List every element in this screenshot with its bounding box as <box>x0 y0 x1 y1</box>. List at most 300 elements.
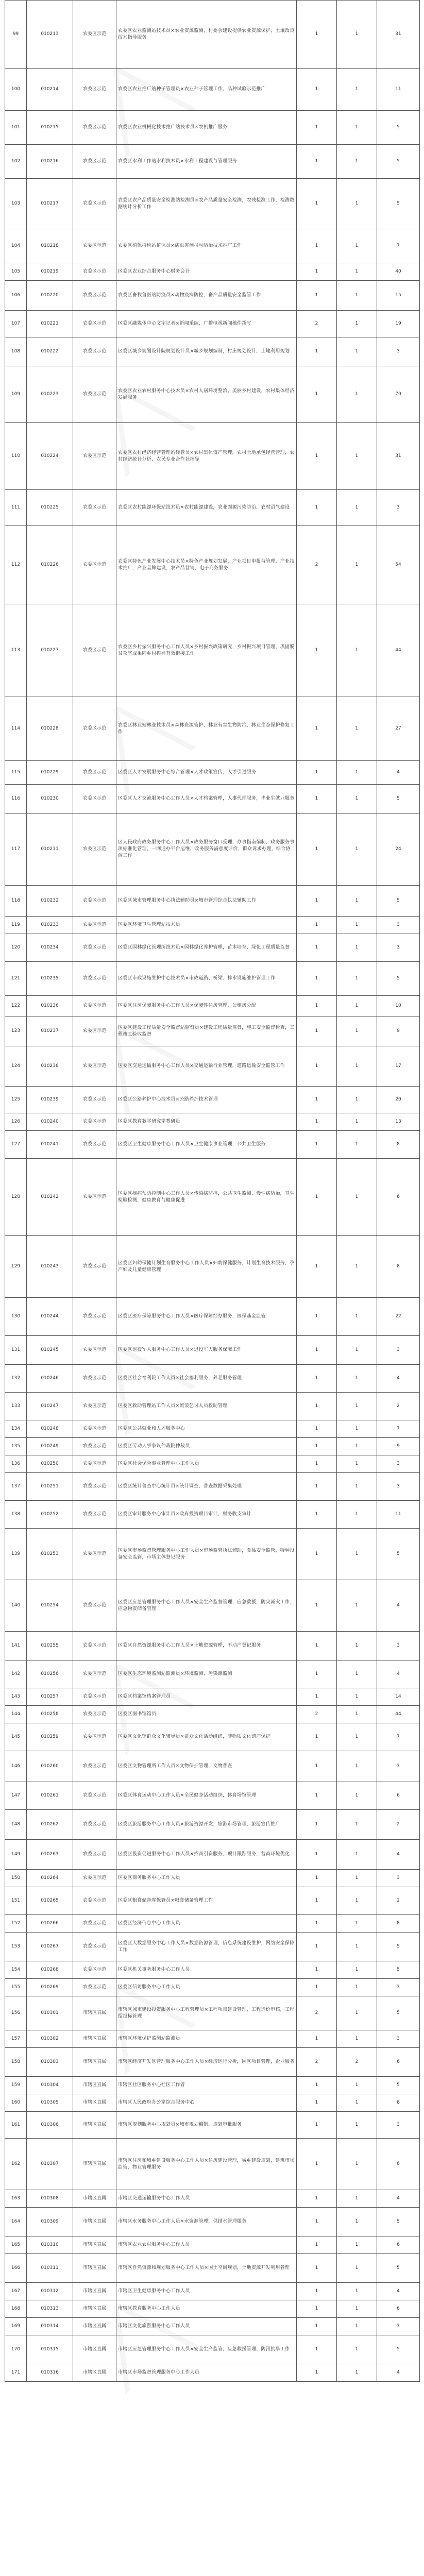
quota-count: 1 <box>297 1438 337 1455</box>
table-row <box>5 2048 420 2077</box>
department-name: 农委区示范 <box>73 1455 116 1473</box>
post-description: 农委区植保植检站植保员×病虫害测报与防治技术推广工作 <box>116 229 297 263</box>
table-row <box>5 1933 420 1961</box>
post-description: 区委区粮食储备库保管员×粮食储备管理工作 <box>116 1887 297 1915</box>
table-row <box>5 1236 420 1298</box>
department-name: 农委区示范 <box>73 263 116 281</box>
post-description: 市辖区卫生健康服务中心工作人员 <box>116 2283 297 2300</box>
quota-count: 1 <box>297 2077 337 2094</box>
post-code: 010235 <box>27 962 73 996</box>
table-row <box>5 1840 420 1870</box>
row-number: 156 <box>5 1996 27 2030</box>
row-number: 114 <box>5 697 27 761</box>
post-code: 010214 <box>27 69 73 111</box>
ratio-count: 1 <box>337 2139 377 2190</box>
department-name: 市辖区直属 <box>73 2254 116 2283</box>
ratio-count: 1 <box>337 1688 377 1706</box>
post-description: 区委区妇幼保健计划生育服务中心工作人员×妇幼保健服务，计划生育技术服务，孕产妇及儿童健康管理 <box>116 1236 297 1298</box>
post-code: 010254 <box>27 1580 73 1632</box>
post-description: 区委区自然资源服务中心工作人员×土地资源管理，不动产登记服务 <box>116 1632 297 1660</box>
applicant-count: 9 <box>377 1016 420 1046</box>
post-description: 区委区教育教学研究室教研员 <box>116 1113 297 1131</box>
row-number: 109 <box>5 366 27 423</box>
department-name: 农委区示范 <box>73 1529 116 1580</box>
post-description: 区委区农业综合服务中心财务会计 <box>116 263 297 281</box>
row-number: 170 <box>5 2335 27 2364</box>
quota-count: 1 <box>297 366 337 423</box>
post-code: 010256 <box>27 1660 73 1688</box>
applicant-count: 31 <box>377 1 420 69</box>
quota-count: 1 <box>297 1131 337 1159</box>
post-description: 农委区林业站林业技术员×森林资源管护，林业有害生物防治，林业生态保护修复工作 <box>116 697 297 761</box>
quota-count: 1 <box>297 1473 337 1501</box>
post-code: 010265 <box>27 1887 73 1915</box>
applicant-count: 44 <box>377 1706 420 1723</box>
ratio-count: 1 <box>337 2077 377 2094</box>
row-number: 101 <box>5 111 27 145</box>
row-number: 113 <box>5 604 27 697</box>
applicant-count: 44 <box>377 604 420 697</box>
ratio-count: 1 <box>337 934 377 962</box>
department-name: 农委区示范 <box>73 934 116 962</box>
post-description: 农委区农业监测站技术员×农业资源监测，村委会建设提供农业资源保护，土壤改良技术指导服务 <box>116 1 297 69</box>
post-description: 区委区融媒体中心文字记者×新闻采编，广播电视新闻稿件撰写 <box>116 311 297 337</box>
ratio-count: 2 <box>337 2048 377 2077</box>
applicant-count: 70 <box>377 366 420 423</box>
post-description: 区委区机关事务服务中心工作人员 <box>116 1961 297 1979</box>
row-number: 163 <box>5 2190 27 2208</box>
department-name: 农委区示范 <box>73 785 116 814</box>
ratio-count: 1 <box>337 423 377 490</box>
ratio-count: 1 <box>337 2318 377 2335</box>
row-number: 165 <box>5 2236 27 2254</box>
ratio-count: 1 <box>337 1113 377 1131</box>
applicant-count: 5 <box>377 1961 420 1979</box>
row-number: 122 <box>5 996 27 1016</box>
ratio-count: 1 <box>337 1996 377 2030</box>
ratio-count: 1 <box>337 1782 377 1810</box>
table-row <box>5 2030 420 2048</box>
table-row <box>5 1706 420 1723</box>
row-number: 153 <box>5 1933 27 1961</box>
ratio-count: 1 <box>337 111 377 145</box>
post-description: 市辖区人民政府办公室综合服务中心 <box>116 2094 297 2112</box>
row-number: 127 <box>5 1131 27 1159</box>
ratio-count: 1 <box>337 1723 377 1751</box>
post-code: 010225 <box>27 490 73 526</box>
applicant-count: 4 <box>377 2190 420 2208</box>
applicant-count: 3 <box>377 1336 420 1365</box>
quota-count: 2 <box>297 526 337 604</box>
post-description: 区委区人才交流服务中心工作人员×人才档案管理，人事代理服务，毕业生就业服务 <box>116 785 297 814</box>
quota-count: 1 <box>297 2208 337 2236</box>
quota-count: 1 <box>297 1782 337 1810</box>
post-description: 区委区园林绿化管理所技术员×园林绿化养护管理，苗木培育，绿化工程质量监督 <box>116 934 297 962</box>
post-code: 010246 <box>27 1365 73 1393</box>
quota-count: 2 <box>297 1996 337 2030</box>
quota-count: 1 <box>297 2300 337 2318</box>
department-name: 农委区示范 <box>73 697 116 761</box>
post-code: 010220 <box>27 281 73 311</box>
row-number: 144 <box>5 1706 27 1723</box>
department-name: 农委区示范 <box>73 1688 116 1706</box>
row-number: 99 <box>5 1 27 69</box>
department-name: 市辖区直属 <box>73 2139 116 2190</box>
applicant-count: 6 <box>377 1782 420 1810</box>
post-description: 市辖区交通运输服务中心工作人员 <box>116 2190 297 2208</box>
post-description: 区委区社会保险事业管理中心工作人员 <box>116 1455 297 1473</box>
table-row <box>5 761 420 785</box>
row-number: 166 <box>5 2254 27 2283</box>
applicant-count: 7 <box>377 1420 420 1438</box>
applicant-count: 54 <box>377 526 420 604</box>
post-description: 区委区图书馆馆员 <box>116 1706 297 1723</box>
post-code: 010238 <box>27 1046 73 1087</box>
department-name: 农委区示范 <box>73 1840 116 1870</box>
post-description: 农委区农村能源环保站技术员×农村能源建设，农业面源污染防治，农村沼气建设 <box>116 490 297 526</box>
post-code: 010230 <box>27 785 73 814</box>
quota-count: 1 <box>297 337 337 366</box>
department-name: 农委区示范 <box>73 1979 116 1996</box>
applicant-count: 3 <box>377 337 420 366</box>
table-row <box>5 1580 420 1632</box>
row-number: 129 <box>5 1236 27 1298</box>
table-row <box>5 1 420 69</box>
post-code: 010301 <box>27 1996 73 2030</box>
department-name: 农委区示范 <box>73 1298 116 1336</box>
department-name: 农委区示范 <box>73 1 116 69</box>
department-name: 农委区示范 <box>73 179 116 229</box>
applicant-count: 3 <box>377 1751 420 1782</box>
table-row <box>5 337 420 366</box>
quota-count: 1 <box>297 229 337 263</box>
department-name: 市辖区直属 <box>73 2318 116 2335</box>
row-number: 124 <box>5 1046 27 1087</box>
table-row <box>5 1632 420 1660</box>
row-number: 146 <box>5 1751 27 1782</box>
row-number: 121 <box>5 962 27 996</box>
quota-count: 1 <box>297 2335 337 2364</box>
applicant-count: 7 <box>377 229 420 263</box>
post-code: 010224 <box>27 423 73 490</box>
post-code: 010236 <box>27 996 73 1016</box>
table-row <box>5 1420 420 1438</box>
applicant-count: 3 <box>377 1870 420 1887</box>
quota-count: 1 <box>297 69 337 111</box>
ratio-count: 1 <box>337 229 377 263</box>
ratio-count: 1 <box>337 785 377 814</box>
post-code: 010222 <box>27 337 73 366</box>
department-name: 农委区示范 <box>73 366 116 423</box>
department-name: 市辖区直属 <box>73 2112 116 2139</box>
table-row <box>5 785 420 814</box>
applicant-count: 2 <box>377 1393 420 1420</box>
post-code: 010307 <box>27 2139 73 2190</box>
applicant-count: 14 <box>377 1688 420 1706</box>
quota-count: 1 <box>297 2190 337 2208</box>
department-name: 农委区示范 <box>73 1016 116 1046</box>
ratio-count: 1 <box>337 1933 377 1961</box>
table-row <box>5 366 420 423</box>
post-description: 市辖区规划服务中心规划员×城市规划编制，规划审批服务 <box>116 2112 297 2139</box>
post-description: 区委区市场监督管理服务中心工作人员×市场监管执法辅助，食品安全监管，特种设备安全监管，市场主体登记服务 <box>116 1529 297 1580</box>
department-name: 市辖区直属 <box>73 2077 116 2094</box>
row-number: 141 <box>5 1632 27 1660</box>
applicant-count: 4 <box>377 761 420 785</box>
applicant-count: 2 <box>377 1810 420 1840</box>
applicant-count: 13 <box>377 1113 420 1131</box>
row-number: 145 <box>5 1723 27 1751</box>
ratio-count: 1 <box>337 2190 377 2208</box>
quota-count: 1 <box>297 1365 337 1393</box>
post-description: 区委区大数据服务中心工作人员×数据资源管理，信息系统建设维护，网络安全保障工作 <box>116 1933 297 1961</box>
post-code: 010262 <box>27 1810 73 1840</box>
table-row <box>5 1393 420 1420</box>
post-code: 010310 <box>27 2236 73 2254</box>
post-description: 区委区商务服务中心工作人员 <box>116 1870 297 1887</box>
quota-count: 1 <box>297 1933 337 1961</box>
department-name: 农委区示范 <box>73 604 116 697</box>
table-row <box>5 1501 420 1529</box>
ratio-count: 1 <box>337 1159 377 1236</box>
quota-count: 1 <box>297 2236 337 2254</box>
quota-count: 1 <box>297 423 337 490</box>
post-description: 区委区文化馆群众文化辅导员×群众文化活动组织，非物质文化遗产保护 <box>116 1723 297 1751</box>
row-number: 110 <box>5 423 27 490</box>
post-description: 农委区农业推广站种子管理员×农业种子管理工作，品种试验示范推广 <box>116 69 297 111</box>
table-row <box>5 1473 420 1501</box>
post-description: 农委区农村经济经营管理站经管员×农村集体资产管理，农村土地承包经营管理，农村经济统计分析，农民专业合作社指导 <box>116 423 297 490</box>
post-code: 010243 <box>27 1236 73 1298</box>
applicant-count: 4 <box>377 1580 420 1632</box>
applicant-count: 4 <box>377 1660 420 1688</box>
table-body <box>5 1 420 2382</box>
table-row <box>5 1915 420 1933</box>
row-number: 116 <box>5 785 27 814</box>
quota-count: 1 <box>297 1915 337 1933</box>
table-row <box>5 1751 420 1782</box>
row-number: 152 <box>5 1915 27 1933</box>
department-name: 农委区示范 <box>73 1131 116 1159</box>
table-row <box>5 2236 420 2254</box>
quota-count: 1 <box>297 2139 337 2190</box>
post-code: 010305 <box>27 2094 73 2112</box>
department-name: 农委区示范 <box>73 1336 116 1365</box>
department-name: 农委区示范 <box>73 1473 116 1501</box>
applicant-count: 3 <box>377 934 420 962</box>
ratio-count: 1 <box>337 1529 377 1580</box>
table-row <box>5 423 420 490</box>
row-number: 148 <box>5 1810 27 1840</box>
applicant-count: 5 <box>377 145 420 179</box>
post-description: 区委区住房保障服务中心工作人员×保障性住房管理，公租房分配 <box>116 996 297 1016</box>
ratio-count: 1 <box>337 1336 377 1365</box>
row-number: 132 <box>5 1365 27 1393</box>
table-row <box>5 2300 420 2318</box>
recruitment-table <box>5 0 420 2382</box>
quota-count: 1 <box>297 1 337 69</box>
department-name: 农委区示范 <box>73 1087 116 1113</box>
ratio-count: 1 <box>337 1298 377 1336</box>
row-number: 104 <box>5 229 27 263</box>
table-row <box>5 2318 420 2335</box>
post-code: 010259 <box>27 1723 73 1751</box>
applicant-count: 3 <box>377 2112 420 2139</box>
ratio-count: 1 <box>337 886 377 917</box>
post-code: 010248 <box>27 1420 73 1438</box>
applicant-count: 8 <box>377 2094 420 2112</box>
table-row <box>5 1688 420 1706</box>
department-name: 农委区示范 <box>73 996 116 1016</box>
applicant-count: 3 <box>377 2318 420 2335</box>
post-code: 010231 <box>27 814 73 886</box>
ratio-count: 1 <box>337 337 377 366</box>
ratio-count: 1 <box>337 1365 377 1393</box>
post-code: 010312 <box>27 2283 73 2300</box>
row-number: 157 <box>5 2030 27 2048</box>
ratio-count: 1 <box>337 490 377 526</box>
row-number: 107 <box>5 311 27 337</box>
quota-count: 1 <box>297 179 337 229</box>
quota-count: 1 <box>297 2112 337 2139</box>
ratio-count: 1 <box>337 917 377 934</box>
department-name: 农委区示范 <box>73 917 116 934</box>
row-number: 118 <box>5 886 27 917</box>
department-name: 农委区示范 <box>73 1915 116 1933</box>
department-name: 农委区示范 <box>73 423 116 490</box>
quota-count: 2 <box>297 311 337 337</box>
quota-count: 1 <box>297 886 337 917</box>
applicant-count: 4 <box>377 2283 420 2300</box>
quota-count: 1 <box>297 1420 337 1438</box>
post-code: 010308 <box>27 2190 73 2208</box>
department-name: 市辖区直属 <box>73 2190 116 2208</box>
quota-count: 1 <box>297 962 337 996</box>
table-row <box>5 2077 420 2094</box>
table-row <box>5 2094 420 2112</box>
applicant-count: 5 <box>377 886 420 917</box>
post-description: 农委区农产品质量安全检测站检测员×农产品质量安全检测，农残检测工作，检测数据统计分析工作 <box>116 179 297 229</box>
post-code: 010255 <box>27 1632 73 1660</box>
post-description: 市辖区市场监督管理服务中心工作人员 <box>116 2364 297 2382</box>
quota-count: 1 <box>297 1393 337 1420</box>
applicant-count: 5 <box>377 1996 420 2030</box>
post-description: 区委区环境卫生管理站技术员 <box>116 917 297 934</box>
row-number: 150 <box>5 1870 27 1887</box>
post-description: 市辖区城市建设投资服务中心工程管理员×工程项目建设管理，工程造价审核，工程招投标管理 <box>116 1996 297 2030</box>
post-code: 010216 <box>27 145 73 179</box>
quota-count: 1 <box>297 1046 337 1087</box>
ratio-count: 1 <box>337 697 377 761</box>
ratio-count: 1 <box>337 1420 377 1438</box>
post-description: 区委区应急管理服务中心工作人员×安全生产监督管理，应急救援，防灾减灾工作，应急物资储备管理 <box>116 1580 297 1632</box>
department-name: 市辖区直属 <box>73 2335 116 2364</box>
department-name: 农委区示范 <box>73 1365 116 1393</box>
department-name: 市辖区直属 <box>73 2030 116 2048</box>
row-number: 123 <box>5 1016 27 1046</box>
applicant-count: 5 <box>377 2254 420 2283</box>
post-code: 010213 <box>27 1 73 69</box>
row-number: 139 <box>5 1529 27 1580</box>
row-number: 126 <box>5 1113 27 1131</box>
post-description: 农委区乡村振兴服务中心工作人员×乡村振兴政策研究，乡村振兴项目管理，巩固脱贫攻坚成果同乡村振兴有效衔接工作 <box>116 604 297 697</box>
quota-count: 1 <box>297 1870 337 1887</box>
post-code: 010233 <box>27 917 73 934</box>
ratio-count: 1 <box>337 2236 377 2254</box>
row-number: 119 <box>5 917 27 934</box>
table-row <box>5 263 420 281</box>
quota-count: 1 <box>297 1501 337 1529</box>
row-number: 169 <box>5 2318 27 2335</box>
row-number: 161 <box>5 2112 27 2139</box>
row-number: 158 <box>5 2048 27 2077</box>
applicant-count: 4 <box>377 1840 420 1870</box>
row-number: 137 <box>5 1473 27 1501</box>
post-description: 区人民政府政务服务中心工作人员×政务服务窗口受理，办事指南编制，政务服务事项标准化管理，一网通办平台运维，政务服务满意度评价，群众诉求办理，综合协调工作 <box>116 814 297 886</box>
department-name: 农委区示范 <box>73 886 116 917</box>
quota-count: 1 <box>297 145 337 179</box>
ratio-count: 1 <box>337 1706 377 1723</box>
department-name: 市辖区直属 <box>73 2048 116 2077</box>
post-description: 农委区农业农村服务中心技术员×农村人居环境整治、美丽乡村建设，农村集体经济发展服务 <box>116 366 297 423</box>
table-row <box>5 179 420 229</box>
ratio-count: 1 <box>337 1 377 69</box>
ratio-count: 1 <box>337 311 377 337</box>
post-code: 010268 <box>27 1961 73 1979</box>
table-row <box>5 1723 420 1751</box>
department-name: 农委区示范 <box>73 145 116 179</box>
table-row <box>5 1961 420 1979</box>
applicant-count: 6 <box>377 1159 420 1236</box>
row-number: 136 <box>5 1455 27 1473</box>
row-number: 162 <box>5 2139 27 2190</box>
quota-count: 1 <box>297 1979 337 1996</box>
post-description: 区委区退役军人服务中心工作人员×退役军人服务保障工作 <box>116 1336 297 1365</box>
quota-count: 1 <box>297 1336 337 1365</box>
post-description: 区委区救助管理站工作人员×流浪乞讨人员救助管理 <box>116 1393 297 1420</box>
ratio-count: 1 <box>337 1455 377 1473</box>
table-row <box>5 1660 420 1688</box>
quota-count: 1 <box>297 1751 337 1782</box>
ratio-count: 1 <box>337 1632 377 1660</box>
row-number: 117 <box>5 814 27 886</box>
ratio-count: 1 <box>337 1840 377 1870</box>
post-description: 区委区建设工程质量安全监督站监督员×建设工程质量监督，施工安全监督检查，工程竣工验收监督 <box>116 1016 297 1046</box>
quota-count: 1 <box>297 263 337 281</box>
quota-count: 1 <box>297 1887 337 1915</box>
ratio-count: 1 <box>337 2335 377 2364</box>
recruitment-table-page <box>5 0 419 2382</box>
applicant-count: 27 <box>377 697 420 761</box>
post-code: 010240 <box>27 1113 73 1131</box>
quota-count: 1 <box>297 1236 337 1298</box>
ratio-count: 1 <box>337 2364 377 2382</box>
post-description: 区委区城乡规划设计院规划设计员×城乡规划编制，村庄规划设计，土地利用规划 <box>116 337 297 366</box>
department-name: 农委区示范 <box>73 1159 116 1236</box>
post-code: 010250 <box>27 1455 73 1473</box>
post-code: 010257 <box>27 1688 73 1706</box>
table-row <box>5 2139 420 2190</box>
department-name: 市辖区直属 <box>73 2300 116 2318</box>
post-code: 010303 <box>27 2048 73 2077</box>
department-name: 农委区示范 <box>73 962 116 996</box>
row-number: 105 <box>5 263 27 281</box>
applicant-count: 5 <box>377 2208 420 2236</box>
table-row <box>5 2254 420 2283</box>
quota-count: 1 <box>297 1961 337 1979</box>
table-row <box>5 1782 420 1810</box>
quota-count: 1 <box>297 2364 337 2382</box>
